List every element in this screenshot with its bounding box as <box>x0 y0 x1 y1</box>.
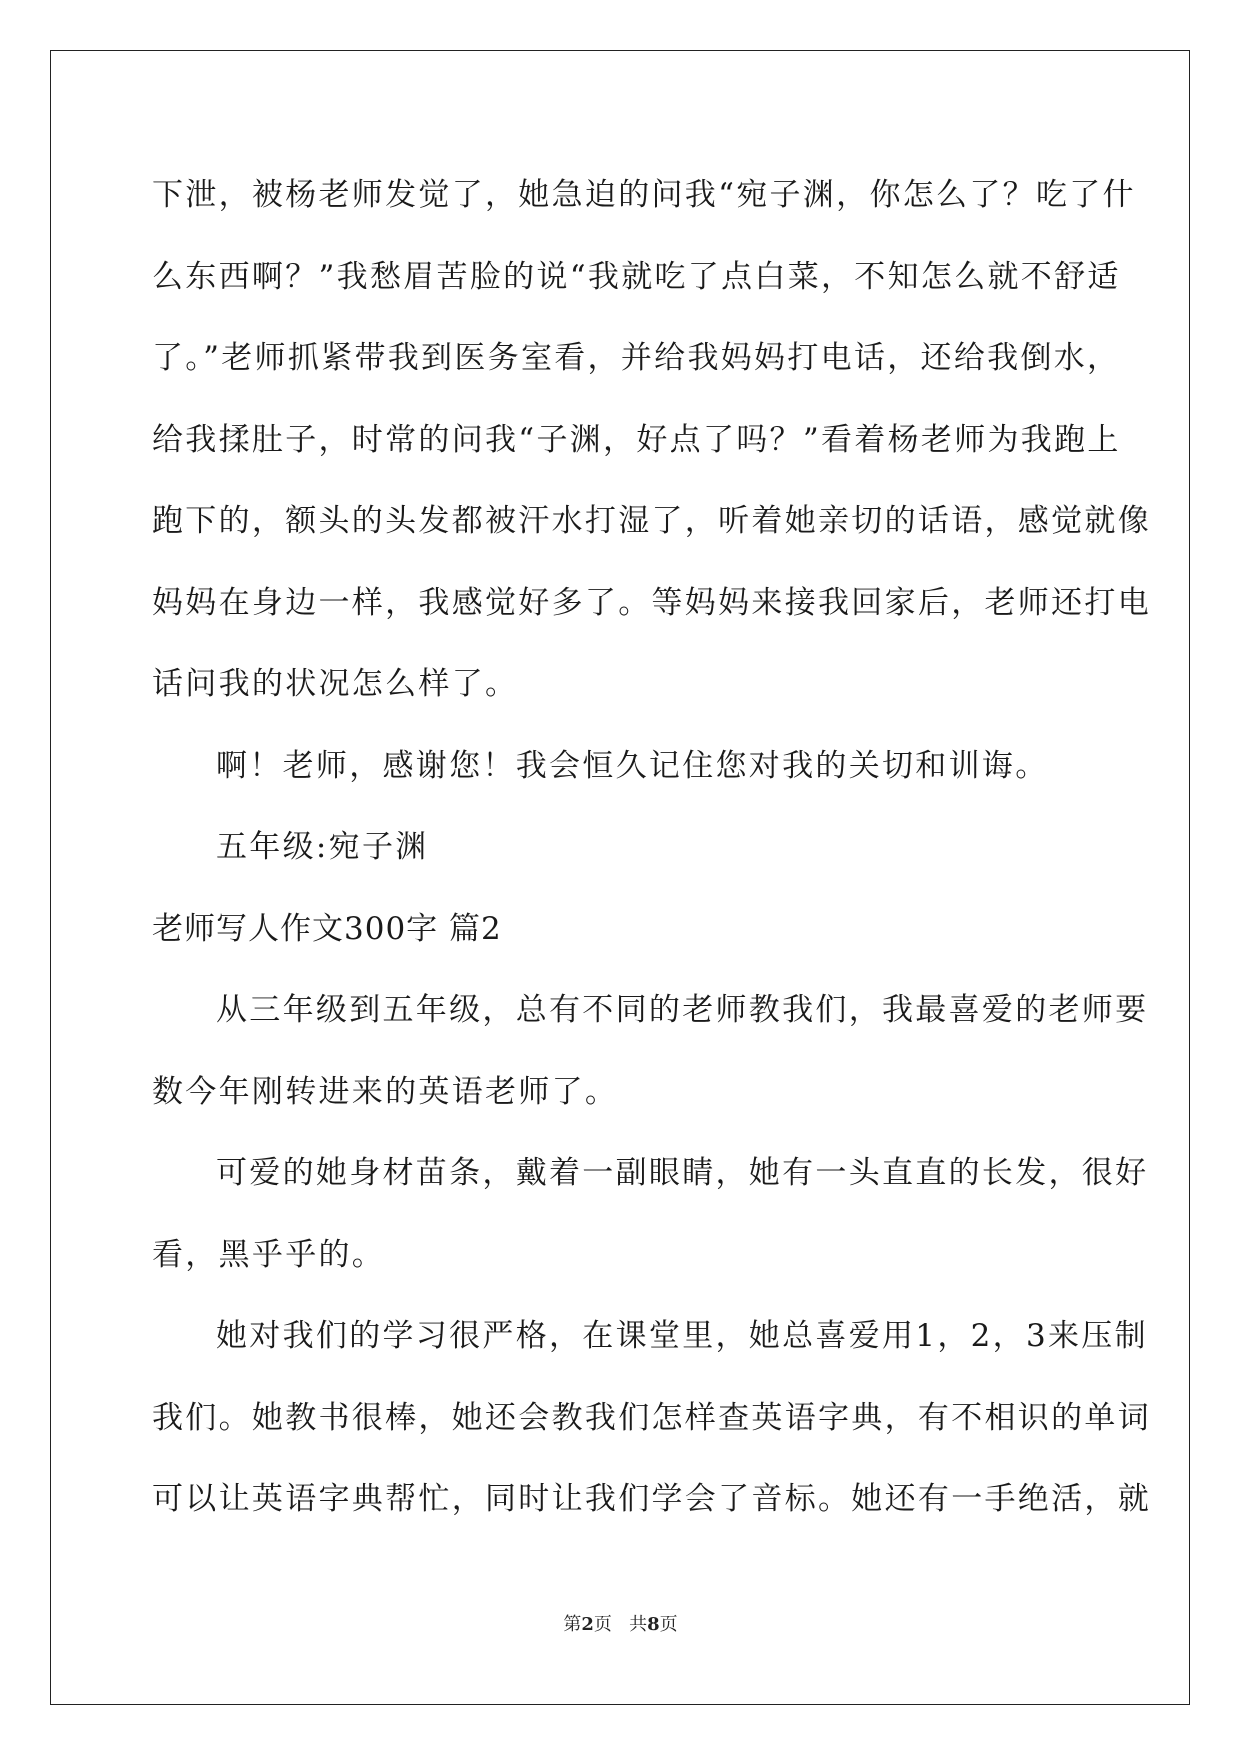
text-line: 跑下的，额头的头发都被汗水打湿了，听着她亲切的话语，感觉就像 <box>152 503 1151 539</box>
text-line: 可爱的她身材苗条，戴着一副眼睛，她有一头直直的长发，很好 <box>216 1155 1149 1191</box>
text-line: 啊！老师，感谢您！我会恒久记住您对我的关切和训诲。 <box>216 747 1049 784</box>
text-line: 我们。她教书很棒，她还会教我们怎样查英语字典，有不相识的单词 <box>152 1399 1151 1436</box>
page-footer <box>0 1610 1241 1636</box>
document-body <box>152 155 1151 1541</box>
text-line: 下泄，被杨老师发觉了，她急迫的问我“宛子渊，你怎么了？吃了什 <box>152 177 1136 213</box>
text-line: 话问我的状况怎么样了。 <box>152 666 519 702</box>
current-page-number: 2 <box>581 1614 594 1635</box>
text-line: 五年级:宛子渊 <box>216 829 429 865</box>
text-line: 可以让英语字典帮忙，同时让我们学会了音标。她还有一手绝活，就 <box>152 1481 1151 1517</box>
footer-suffix: 页 <box>659 1614 678 1635</box>
text-line: 么东西啊？”我愁眉苦脸的说“我就吃了点白菜，不知怎么就不舒适 <box>152 258 1121 295</box>
text-line: 数今年刚转进来的英语老师了。 <box>152 1073 619 1110</box>
text-line: 她对我们的学习很严格，在课堂里，她总喜爱用1，2，3来压制 <box>216 1318 1148 1354</box>
total-page-number: 8 <box>647 1614 660 1635</box>
text-line: 给我揉肚子，时常的问我“子渊，好点了吗？”看着杨老师为我跑上 <box>152 421 1121 458</box>
footer-mid: 页 共 <box>593 1614 648 1635</box>
text-line: 从三年级到五年级，总有不同的老师教我们，我最喜爱的老师要 <box>216 992 1149 1028</box>
text-line: 了。”老师抓紧带我到医务室看，并给我妈妈打电话，还给我倒水， <box>152 340 1121 376</box>
text-line: 妈妈在身边一样，我感觉好多了。等妈妈来接我回家后，老师还打电 <box>152 584 1151 621</box>
section-heading: 老师写人作文300字 篇2 <box>152 910 502 947</box>
footer-prefix: 第 <box>563 1614 582 1635</box>
text-line: 看，黑乎乎的。 <box>152 1236 386 1273</box>
